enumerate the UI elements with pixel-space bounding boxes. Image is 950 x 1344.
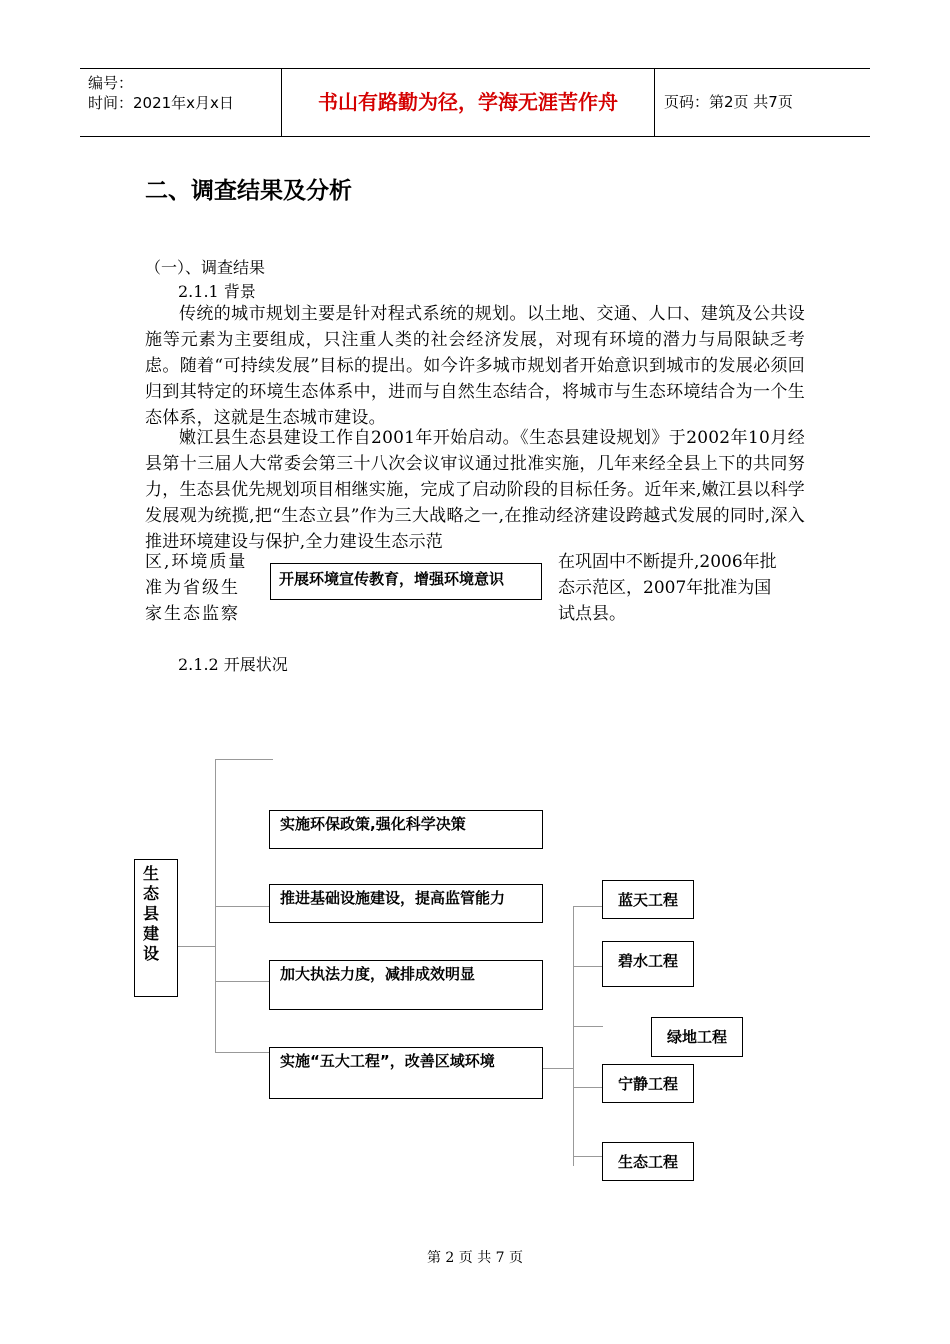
wrap-text-left: 区,环境质量 准为省级生 家生态监察: [145, 552, 248, 624]
page-footer: 第 2 页 共 7 页: [426, 1250, 524, 1266]
header-time: 时间：2021年x月x日: [88, 94, 234, 112]
diagram-root-box: 生态县建设: [134, 859, 178, 997]
project-box: 碧水工程: [602, 941, 694, 987]
header-left: [88, 73, 234, 113]
connector: [573, 906, 602, 907]
branch-box: 加大执法力度，减排成效明显: [269, 960, 543, 1010]
page-header: [80, 68, 870, 137]
project-box: 宁静工程: [602, 1064, 694, 1103]
project-box: 绿地工程: [651, 1017, 743, 1057]
branch-box: 实施环保政策,强化科学决策: [269, 810, 543, 849]
connector: [215, 981, 270, 982]
subsection-title: （一）、调查结果: [145, 258, 266, 277]
section-title: 二、调查结果及分析: [145, 178, 352, 204]
branch-box: 实施“五大工程”，改善区域环境: [269, 1047, 543, 1099]
header-number: 编号：: [88, 74, 134, 92]
subsection-2-1-2: 2.1.2 开展状况: [178, 655, 288, 674]
header-divider: [654, 69, 655, 136]
project-box: 生态工程: [602, 1142, 694, 1181]
connector: [573, 966, 602, 967]
connector: [215, 906, 270, 907]
connector: [573, 906, 574, 1166]
branch-box: 推进基础设施建设，提高监管能力: [269, 884, 543, 923]
project-box: 蓝天工程: [602, 880, 694, 919]
paragraph-background-1: 传统的城市规划主要是针对程式系统的规划。以土地、交通、人口、建筑及公共设施等元素为主要组成，只注重人类的社会经济发展，对现有环境的潜力与局限缺乏考虑。随着“可持续发展”目标的提出。如今许多城市规划者开始意识到城市的发展必须回归到其特定的环境生态体系中，进而与自然生态结合，将城市与生态环境结合为一个生态体系，这就是生态城市建设。: [145, 304, 805, 428]
connector: [178, 946, 216, 947]
subsection-2-1-1: 2.1.1 背景: [178, 282, 256, 301]
floating-textbox: 开展环境宣传教育，增强环境意识: [270, 563, 542, 600]
connector: [543, 1068, 574, 1069]
connector: [215, 1052, 270, 1053]
connector: [573, 1026, 603, 1027]
wrap-text-right: 在巩固中不断提升,2006年批 态示范区，2007年批准为国 试点县。: [558, 552, 777, 624]
connector: [573, 1087, 602, 1088]
header-page-number: 页码：第2页 共7页: [664, 93, 793, 111]
paragraph-background-2: 嫩江县生态县建设工作自2001年开始启动。《生态县建设规划》于2002年10月经县第十三届人大常委会第三十八次会议审议通过批准实施，几年来经全县上下的共同努力，生态县优先规划项目相继实施，完成了启动阶段的目标任务。近年来,嫩江县以科学发展观为统揽,把“生态立县”作为三大战略之一,在推动经济建设跨越式发展的同时,深入推进环境建设与保护,全力建设生态示范: [145, 428, 805, 552]
connector: [573, 1156, 602, 1157]
connector: [215, 759, 273, 760]
header-motto: 书山有路勤为径，学海无涯苦作舟: [318, 90, 618, 114]
